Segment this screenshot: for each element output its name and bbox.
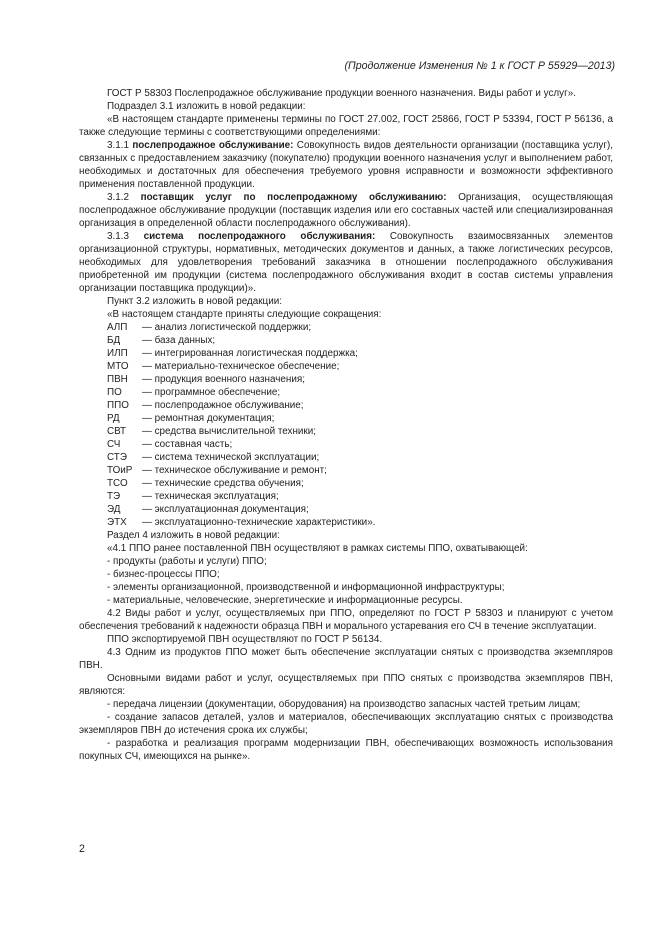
abbreviation-meaning: — техническое обслуживание и ремонт; — [142, 465, 327, 476]
abbreviation-row — [79, 373, 613, 386]
abbreviation-row — [79, 516, 613, 529]
abbreviation-code: РД — [107, 413, 120, 424]
abbreviation-row — [79, 360, 613, 373]
abbreviation-meaning: — анализ логистической поддержки; — [142, 322, 312, 333]
paragraph: «В настоящем стандарте применены термины по ГОСТ 27.002, ГОСТ 25866, ГОСТ Р 53394, ГОСТ Р 56136, а также следующие термины с соответствующими определениями: — [79, 114, 613, 138]
paragraph: 4.2 Виды работ и услуг, осуществляемых при ППО, определяют по ГОСТ Р 58303 и планируют с учетом обеспечения требований к надежности образца ПВН и морального устаревания его СЧ в течение эксплуатации. — [79, 608, 613, 632]
abbreviation-code: СЧ — [107, 439, 121, 450]
abbreviation-code: ЭД — [107, 504, 121, 515]
abbreviation-row — [79, 490, 613, 503]
abbreviation-code: ТОиР — [107, 465, 133, 476]
list-item: - материальные, человеческие, энергетические и информационные ресурсы. — [107, 595, 463, 606]
term-number: 3.1.1 — [107, 140, 133, 151]
abbreviation-code: ИЛП — [107, 348, 128, 359]
abbreviation-row — [79, 477, 613, 490]
abbreviation-meaning: — технические средства обучения; — [142, 478, 304, 489]
abbreviation-row — [79, 412, 613, 425]
abbreviation-meaning: — система технической эксплуатации; — [142, 452, 320, 463]
abbreviation-row — [79, 386, 613, 399]
running-header: (Продолжение Изменения № 1 к ГОСТ Р 55929—2013) — [344, 60, 615, 72]
abbreviation-code: БД — [107, 335, 121, 346]
list-item: - передача лицензии (документации, оборудования) на производство запасных частей третьим лицам; — [107, 699, 581, 710]
list-item: - бизнес-процессы ППО; — [107, 569, 220, 580]
abbreviation-row — [79, 334, 613, 347]
abbreviation-row — [79, 451, 613, 464]
term-text: Совокупность взаимосвязанных элементов организационной структуры, нормативных, методических документов и данных, а также логистических ресурсов, необходимых для удовлетворения требований заказчика в отношении послепродажного обслуживания приобретенной им продукции (система послепродажного обслуживания входит в состав системы управления организации поставщика продукции)». — [79, 231, 613, 294]
abbreviation-code: СТЭ — [107, 452, 127, 463]
abbreviation-code: ПО — [107, 387, 122, 398]
abbreviation-meaning: — техническая эксплуатация; — [142, 491, 279, 502]
term-name: система послепродажного обслуживания: — [143, 231, 376, 242]
abbreviation-code: СВТ — [107, 426, 127, 437]
abbreviation-meaning: — продукция военного назначения; — [142, 374, 305, 385]
paragraph: «4.1 ППО ранее поставленной ПВН осуществляют в рамках системы ППО, охватывающей: — [107, 543, 528, 554]
paragraph: «В настоящем стандарте приняты следующие сокращения: — [107, 309, 382, 320]
abbreviation-meaning: — программное обеспечение; — [142, 387, 281, 398]
paragraph: Раздел 4 изложить в новой редакции: — [107, 530, 280, 541]
abbreviation-code: ЭТХ — [107, 517, 127, 528]
abbreviation-meaning: — ремонтная документация; — [142, 413, 275, 424]
paragraph: Основными видами работ и услуг, осуществляемых при ППО снятых с производства экземпляров ПВН, являются: — [79, 673, 613, 697]
abbreviation-meaning: — составная часть; — [142, 439, 233, 450]
term-text: Организация, осуществляющая послепродажное обслуживание продукции (поставщик изделия или его составных частей или специализированная организация в определенной области послепродажного обслуживания). — [79, 192, 613, 229]
abbreviation-meaning: — интегрированная логистическая поддержка; — [142, 348, 358, 359]
abbreviation-row — [79, 503, 613, 516]
term-name: поставщик услуг по послепродажному обслуживанию: — [140, 192, 447, 203]
abbreviation-code: ППО — [107, 400, 129, 411]
abbreviation-row — [79, 347, 613, 360]
paragraph: 4.3 Одним из продуктов ППО может быть обеспечение эксплуатации снятых с производства экземпляров ПВН. — [79, 647, 613, 671]
term-number: 3.1.2 — [107, 192, 141, 203]
abbreviation-meaning: — эксплуатационно-технические характеристики». — [142, 517, 376, 528]
term-definition — [79, 139, 613, 191]
abbreviation-code: МТО — [107, 361, 129, 372]
term-definition — [79, 230, 613, 295]
list-item: - разработка и реализация программ модернизации ПВН, обеспечивающих возможность использования покупных СЧ, имеющихся на рынке». — [79, 738, 613, 762]
list-item: - продукты (работы и услуги) ППО; — [107, 556, 267, 567]
paragraph: ГОСТ Р 58303 Послепродажное обслуживание продукции военного назначения. Виды работ и услуг». — [107, 88, 576, 99]
abbreviation-meaning: — послепродажное обслуживание; — [142, 400, 304, 411]
abbreviation-row — [79, 399, 613, 412]
abbreviation-row — [79, 464, 613, 477]
abbreviation-code: АЛП — [107, 322, 128, 333]
document-body — [79, 87, 613, 763]
paragraph: Пункт 3.2 изложить в новой редакции: — [107, 296, 282, 307]
term-text: Совокупность видов деятельности организации (поставщика услуг), связанных с предоставлением заказчику (покупателю) продукции военного назначения услуг и выполнением работ, необходимых и достаточных для обеспечения требуемого уровня исправности и возможности эффективного применения поставленной продукции. — [79, 140, 613, 190]
abbreviation-row — [79, 321, 613, 334]
abbreviation-row — [79, 425, 613, 438]
abbreviation-meaning: — материально-техническое обеспечение; — [142, 361, 340, 372]
term-name: послепродажное обслуживание: — [132, 140, 294, 151]
list-item: - элементы организационной, производственной и информационной инфраструктуры; — [107, 582, 505, 593]
abbreviation-row — [79, 438, 613, 451]
abbreviation-list — [79, 321, 613, 529]
term-definition — [79, 191, 613, 230]
abbreviation-meaning: — эксплуатационная документация; — [142, 504, 309, 515]
abbreviation-code: ТСО — [107, 478, 128, 489]
term-number: 3.1.3 — [107, 231, 144, 242]
paragraph: ППО экспортируемой ПВН осуществляют по ГОСТ Р 56134. — [107, 634, 383, 645]
abbreviation-code: ТЭ — [107, 491, 121, 502]
paragraph: Подраздел 3.1 изложить в новой редакции: — [107, 101, 306, 112]
abbreviation-code: ПВН — [107, 374, 128, 385]
abbreviation-meaning: — база данных; — [142, 335, 216, 346]
page-number: 2 — [79, 843, 85, 855]
abbreviation-meaning: — средства вычислительной техники; — [142, 426, 316, 437]
list-item: - создание запасов деталей, узлов и материалов, обеспечивающих эксплуатацию снятых с производства экземпляров ПВН до истечения срока их службы; — [79, 712, 613, 736]
